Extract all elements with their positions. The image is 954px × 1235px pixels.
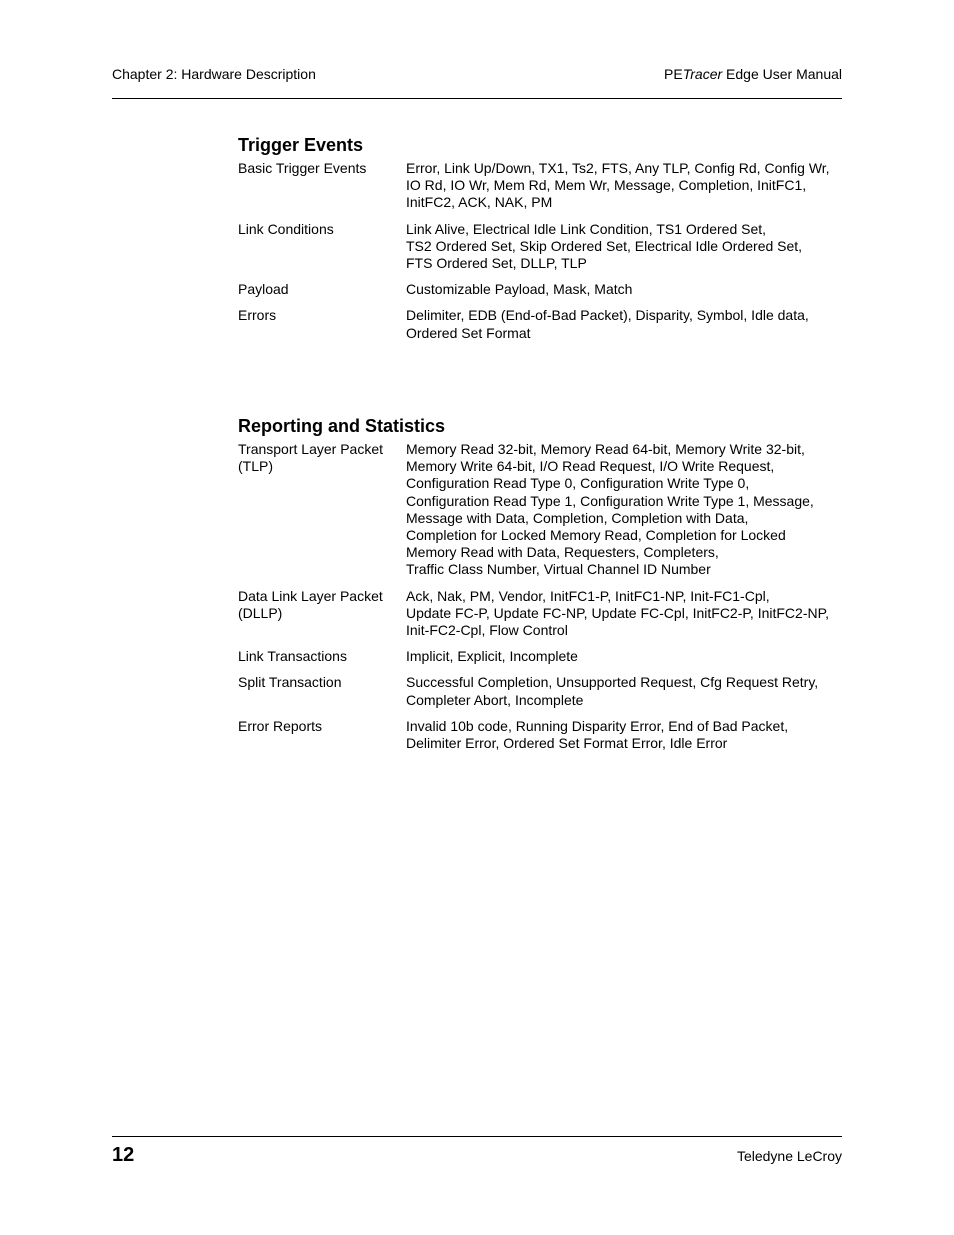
spec-row [238,674,842,708]
spec-value: Invalid 10b code, Running Disparity Error, End of Bad Packet, Delimiter Error, Ordered Set Format Error, Idle Error [406,717,789,752]
running-header-manual-title [664,66,842,83]
spec-value: Successful Completion, Unsupported Request, Cfg Request Retry, Completer Abort, Incomplete [406,674,819,708]
spec-value: Implicit, Explicit, Incomplete [406,648,578,665]
spec-label: Link Conditions [238,220,334,237]
trigger-events-heading: Trigger Events [238,135,364,155]
spec-row [238,307,842,341]
spec-row [238,441,842,579]
reporting-statistics-heading: Reporting and Statistics [238,416,446,436]
page-number: 12 [112,1144,135,1166]
footer-divider [112,1136,842,1137]
spec-value: Delimiter, EDB (End-of-Bad Packet), Disparity, Symbol, Idle data, Ordered Set Format [406,307,809,341]
footer-company: Teledyne LeCroy [736,1148,842,1164]
manual-title-prefix: PE [664,66,683,82]
spec-row [238,648,842,665]
spec-label: Payload [238,281,289,298]
spec-row [238,718,842,752]
spec-value: Error, Link Up/Down, TX1, Ts2, FTS, Any TLP, Config Rd, Config Wr, IO Rd, IO Wr, Mem Rd, Mem Wr, Message, Completion, InitFC1, InitFC2, ACK, NAK, PM [406,160,830,211]
spec-label: Errors [238,307,277,324]
spec-label: Split Transaction [238,674,342,691]
spec-value: Customizable Payload, Mask, Match [406,281,633,298]
spec-label: Link Transactions [238,648,347,665]
reporting-statistics-section [238,415,842,761]
spec-row [238,221,842,273]
spec-label: Error Reports [238,717,323,734]
spec-label: Transport Layer Packet (TLP) [238,441,383,475]
spec-row [238,588,842,640]
spec-value: Link Alive, Electrical Idle Link Condition, TS1 Ordered Set, TS2 Ordered Set, Skip Ordered Set, Electrical Idle Ordered Set, FTS Ordered Set, DLLP, TLP [406,220,803,272]
trigger-events-section [238,134,842,351]
spec-row [238,160,842,212]
spec-value: Memory Read 32-bit, Memory Read 64-bit, Memory Write 32-bit, Memory Write 64-bit, I/O Read Request, I/O Write Request, Configuration Read Type 0, Configuration Write Type 0, Configuration Read Type 1, Configuration Write Type 1, Message, Message with Data, Completion, Completion with Data, Completion for Locked Memory Read, Completion for Locked Memory Read with Data, Requesters, Completers, Traffic Class Number, Virtual Channel ID Number [406,441,814,578]
running-header-chapter: Chapter 2: Hardware Description [112,66,316,82]
manual-title-suffix: Edge User Manual [722,66,842,82]
spec-label: Data Link Layer Packet (DLLP) [238,587,383,621]
spec-label: Basic Trigger Events [238,160,367,176]
header-divider [112,98,842,99]
spec-value: Ack, Nak, PM, Vendor, InitFC1-P, InitFC1-NP, Init-FC1-Cpl, Update FC-P, Update FC-NP, Update FC-Cpl, InitFC2-P, InitFC2-NP, Init-FC2-Cpl, Flow Control [406,587,830,639]
manual-title-italic: Tracer [682,66,723,82]
spec-row [238,281,842,298]
